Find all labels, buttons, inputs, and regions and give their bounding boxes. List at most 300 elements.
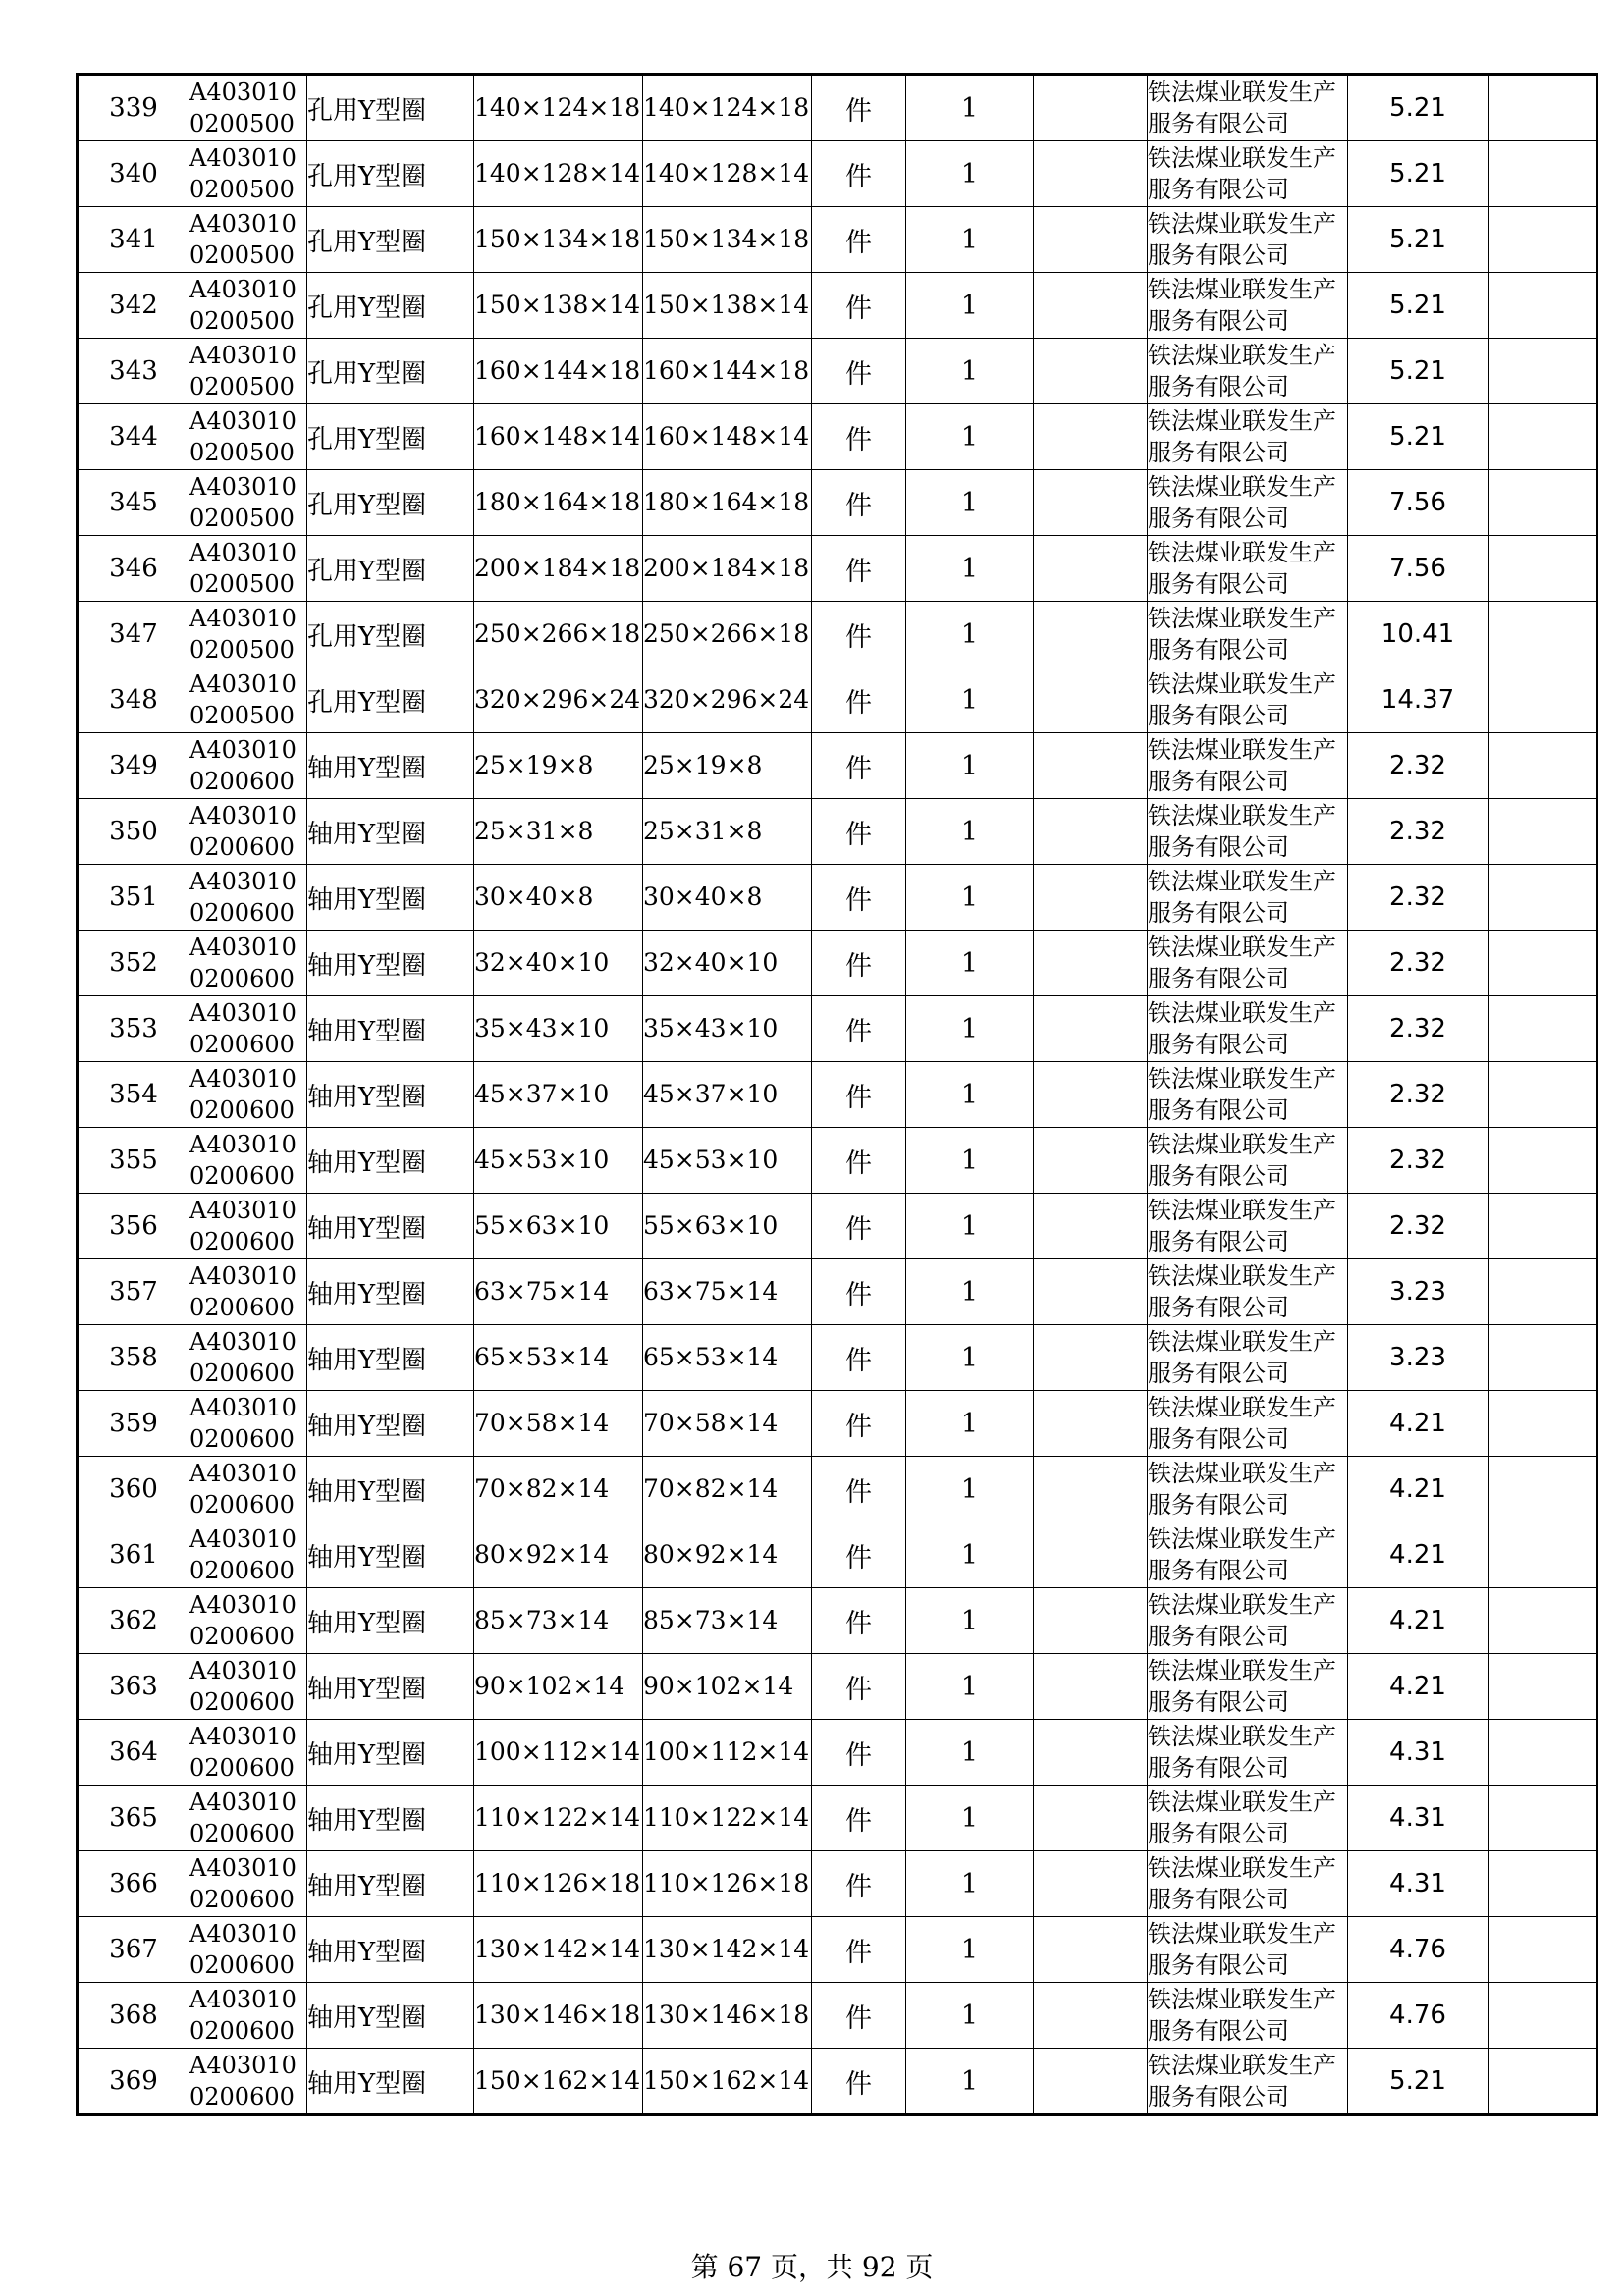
specification-cell: 32×40×10	[474, 931, 643, 996]
table-row	[78, 1588, 1597, 1654]
unit-price-cell: 2.32	[1348, 996, 1489, 1062]
unit-price-cell: 5.21	[1348, 339, 1489, 404]
note-cell	[1034, 207, 1148, 273]
material-code-cell: A4030100200600	[189, 1259, 307, 1325]
table-row	[78, 602, 1597, 667]
material-code-cell: A4030100200600	[189, 996, 307, 1062]
item-name-cell: 轴用Y型圈	[307, 1917, 474, 1983]
remark-cell	[1489, 1259, 1597, 1325]
table-row	[78, 404, 1597, 470]
specification-cell: 85×73×14	[474, 1588, 643, 1654]
row-index-cell: 354	[78, 1062, 189, 1128]
specification-cell: 250×266×18	[474, 602, 643, 667]
specification-cell: 180×164×18	[474, 470, 643, 536]
quantity-cell: 1	[906, 1786, 1034, 1851]
specification-cell: 90×102×14	[474, 1654, 643, 1720]
quantity-cell: 1	[906, 207, 1034, 273]
quantity-cell: 1	[906, 1917, 1034, 1983]
specification-cell: 45×37×10	[474, 1062, 643, 1128]
unit-cell: 件	[812, 865, 906, 931]
unit-cell: 件	[812, 1391, 906, 1457]
unit-price-cell: 5.21	[1348, 141, 1489, 207]
note-cell	[1034, 1259, 1148, 1325]
item-name-cell: 孔用Y型圈	[307, 470, 474, 536]
specification-cell: 150×134×18	[474, 207, 643, 273]
supplier-cell: 铁法煤业联发生产服务有限公司	[1148, 1457, 1348, 1522]
remark-cell	[1489, 799, 1597, 865]
note-cell	[1034, 1917, 1148, 1983]
remark-cell	[1489, 1391, 1597, 1457]
table-row	[78, 931, 1597, 996]
material-code-cell: A4030100200500	[189, 207, 307, 273]
row-index-cell: 340	[78, 141, 189, 207]
table-row	[78, 1259, 1597, 1325]
supplier-cell: 铁法煤业联发生产服务有限公司	[1148, 536, 1348, 602]
note-cell	[1034, 1851, 1148, 1917]
quantity-cell: 1	[906, 1259, 1034, 1325]
supplier-cell: 铁法煤业联发生产服务有限公司	[1148, 404, 1348, 470]
material-code-cell: A4030100200500	[189, 602, 307, 667]
remark-cell	[1489, 536, 1597, 602]
specification-cell: 150×138×14	[474, 273, 643, 339]
quantity-cell: 1	[906, 1720, 1034, 1786]
specification-cell: 140×128×14	[474, 141, 643, 207]
page-number-footer: 第 67 页，共 92 页	[690, 2251, 934, 2283]
specification-cell: 45×53×10	[474, 1128, 643, 1194]
unit-price-cell: 7.56	[1348, 470, 1489, 536]
supplier-cell: 铁法煤业联发生产服务有限公司	[1148, 1654, 1348, 1720]
unit-cell: 件	[812, 1259, 906, 1325]
remark-cell	[1489, 1720, 1597, 1786]
unit-cell: 件	[812, 1522, 906, 1588]
table-row	[78, 536, 1597, 602]
remark-cell	[1489, 141, 1597, 207]
quantity-cell: 1	[906, 1522, 1034, 1588]
table-row	[78, 1720, 1597, 1786]
model-cell: 45×53×10	[643, 1128, 812, 1194]
unit-cell: 件	[812, 733, 906, 799]
unit-price-cell: 4.31	[1348, 1786, 1489, 1851]
remark-cell	[1489, 1983, 1597, 2049]
item-name-cell: 轴用Y型圈	[307, 1983, 474, 2049]
specification-cell: 110×126×18	[474, 1851, 643, 1917]
specification-cell: 130×146×18	[474, 1983, 643, 2049]
table-row	[78, 1786, 1597, 1851]
unit-cell: 件	[812, 1917, 906, 1983]
unit-price-cell: 2.32	[1348, 799, 1489, 865]
remark-cell	[1489, 1654, 1597, 1720]
item-name-cell: 轴用Y型圈	[307, 865, 474, 931]
remark-cell	[1489, 931, 1597, 996]
model-cell: 25×31×8	[643, 799, 812, 865]
table-row	[78, 865, 1597, 931]
material-code-cell: A4030100200600	[189, 865, 307, 931]
quantity-cell: 1	[906, 2049, 1034, 2115]
specification-cell: 55×63×10	[474, 1194, 643, 1259]
remark-cell	[1489, 1325, 1597, 1391]
note-cell	[1034, 667, 1148, 733]
supplier-cell: 铁法煤业联发生产服务有限公司	[1148, 865, 1348, 931]
model-cell: 25×19×8	[643, 733, 812, 799]
supplier-cell: 铁法煤业联发生产服务有限公司	[1148, 931, 1348, 996]
note-cell	[1034, 1194, 1148, 1259]
unit-price-cell: 3.23	[1348, 1325, 1489, 1391]
unit-cell: 件	[812, 1720, 906, 1786]
row-index-cell: 362	[78, 1588, 189, 1654]
item-name-cell: 轴用Y型圈	[307, 1325, 474, 1391]
quantity-cell: 1	[906, 931, 1034, 996]
note-cell	[1034, 1588, 1148, 1654]
specification-cell: 70×82×14	[474, 1457, 643, 1522]
table-row	[78, 1194, 1597, 1259]
note-cell	[1034, 404, 1148, 470]
model-cell: 150×138×14	[643, 273, 812, 339]
supplier-cell: 铁法煤业联发生产服务有限公司	[1148, 733, 1348, 799]
specification-cell: 65×53×14	[474, 1325, 643, 1391]
model-cell: 55×63×10	[643, 1194, 812, 1259]
unit-price-cell: 2.32	[1348, 865, 1489, 931]
supplier-cell: 铁法煤业联发生产服务有限公司	[1148, 339, 1348, 404]
item-name-cell: 轴用Y型圈	[307, 1654, 474, 1720]
supplier-cell: 铁法煤业联发生产服务有限公司	[1148, 1720, 1348, 1786]
specification-cell: 150×162×14	[474, 2049, 643, 2115]
material-code-cell: A4030100200500	[189, 470, 307, 536]
model-cell: 320×296×24	[643, 667, 812, 733]
note-cell	[1034, 1325, 1148, 1391]
note-cell	[1034, 2049, 1148, 2115]
unit-price-cell: 5.21	[1348, 75, 1489, 141]
unit-cell: 件	[812, 1128, 906, 1194]
row-index-cell: 365	[78, 1786, 189, 1851]
note-cell	[1034, 75, 1148, 141]
unit-price-cell: 4.31	[1348, 1720, 1489, 1786]
model-cell: 30×40×8	[643, 865, 812, 931]
material-code-cell: A4030100200600	[189, 799, 307, 865]
item-name-cell: 轴用Y型圈	[307, 1391, 474, 1457]
unit-price-cell: 14.37	[1348, 667, 1489, 733]
remark-cell	[1489, 1194, 1597, 1259]
remark-cell	[1489, 1457, 1597, 1522]
quantity-cell: 1	[906, 404, 1034, 470]
note-cell	[1034, 602, 1148, 667]
unit-cell: 件	[812, 602, 906, 667]
item-name-cell: 轴用Y型圈	[307, 1720, 474, 1786]
row-index-cell: 355	[78, 1128, 189, 1194]
item-name-cell: 孔用Y型圈	[307, 339, 474, 404]
item-name-cell: 轴用Y型圈	[307, 1786, 474, 1851]
remark-cell	[1489, 602, 1597, 667]
table-row	[78, 207, 1597, 273]
item-name-cell: 孔用Y型圈	[307, 536, 474, 602]
quantity-cell: 1	[906, 1062, 1034, 1128]
quantity-cell: 1	[906, 1325, 1034, 1391]
quantity-cell: 1	[906, 536, 1034, 602]
unit-price-cell: 4.21	[1348, 1457, 1489, 1522]
unit-cell: 件	[812, 1325, 906, 1391]
model-cell: 150×162×14	[643, 2049, 812, 2115]
unit-cell: 件	[812, 404, 906, 470]
table-row	[78, 1128, 1597, 1194]
note-cell	[1034, 1062, 1148, 1128]
row-index-cell: 369	[78, 2049, 189, 2115]
quantity-cell: 1	[906, 733, 1034, 799]
item-name-cell: 轴用Y型圈	[307, 996, 474, 1062]
unit-cell: 件	[812, 75, 906, 141]
remark-cell	[1489, 2049, 1597, 2115]
model-cell: 110×122×14	[643, 1786, 812, 1851]
supplier-cell: 铁法煤业联发生产服务有限公司	[1148, 470, 1348, 536]
table-row	[78, 339, 1597, 404]
supplier-cell: 铁法煤业联发生产服务有限公司	[1148, 1522, 1348, 1588]
quantity-cell: 1	[906, 799, 1034, 865]
note-cell	[1034, 799, 1148, 865]
quantity-cell: 1	[906, 141, 1034, 207]
supplier-cell: 铁法煤业联发生产服务有限公司	[1148, 141, 1348, 207]
item-name-cell: 轴用Y型圈	[307, 799, 474, 865]
table-row	[78, 1457, 1597, 1522]
quantity-cell: 1	[906, 1194, 1034, 1259]
unit-cell: 件	[812, 2049, 906, 2115]
model-cell: 130×146×18	[643, 1983, 812, 2049]
model-cell: 180×164×18	[643, 470, 812, 536]
supplier-cell: 铁法煤业联发生产服务有限公司	[1148, 273, 1348, 339]
unit-price-cell: 4.31	[1348, 1851, 1489, 1917]
unit-price-cell: 5.21	[1348, 207, 1489, 273]
table-row	[78, 1654, 1597, 1720]
unit-price-cell: 5.21	[1348, 404, 1489, 470]
unit-cell: 件	[812, 1062, 906, 1128]
unit-cell: 件	[812, 273, 906, 339]
note-cell	[1034, 996, 1148, 1062]
item-name-cell: 轴用Y型圈	[307, 1194, 474, 1259]
model-cell: 200×184×18	[643, 536, 812, 602]
specification-cell: 140×124×18	[474, 75, 643, 141]
unit-price-cell: 2.32	[1348, 1062, 1489, 1128]
unit-price-cell: 7.56	[1348, 536, 1489, 602]
specification-cell: 200×184×18	[474, 536, 643, 602]
supplier-cell: 铁法煤业联发生产服务有限公司	[1148, 1851, 1348, 1917]
material-code-cell: A4030100200600	[189, 1062, 307, 1128]
material-code-cell: A4030100200600	[189, 1983, 307, 2049]
item-name-cell: 孔用Y型圈	[307, 667, 474, 733]
supplier-cell: 铁法煤业联发生产服务有限公司	[1148, 1128, 1348, 1194]
specification-cell: 160×148×14	[474, 404, 643, 470]
remark-cell	[1489, 667, 1597, 733]
table-row	[78, 799, 1597, 865]
material-code-cell: A4030100200600	[189, 1786, 307, 1851]
supplier-cell: 铁法煤业联发生产服务有限公司	[1148, 1062, 1348, 1128]
item-name-cell: 轴用Y型圈	[307, 1128, 474, 1194]
note-cell	[1034, 733, 1148, 799]
model-cell: 80×92×14	[643, 1522, 812, 1588]
specification-cell: 25×31×8	[474, 799, 643, 865]
unit-cell: 件	[812, 141, 906, 207]
row-index-cell: 361	[78, 1522, 189, 1588]
note-cell	[1034, 1522, 1148, 1588]
note-cell	[1034, 536, 1148, 602]
supplier-cell: 铁法煤业联发生产服务有限公司	[1148, 1194, 1348, 1259]
row-index-cell: 345	[78, 470, 189, 536]
table-row	[78, 1983, 1597, 2049]
quantity-cell: 1	[906, 1588, 1034, 1654]
note-cell	[1034, 1983, 1148, 2049]
unit-cell: 件	[812, 1786, 906, 1851]
material-code-cell: A4030100200500	[189, 536, 307, 602]
unit-price-cell: 4.76	[1348, 1917, 1489, 1983]
remark-cell	[1489, 207, 1597, 273]
quantity-cell: 1	[906, 996, 1034, 1062]
unit-price-cell: 4.21	[1348, 1654, 1489, 1720]
quantity-cell: 1	[906, 273, 1034, 339]
supplier-cell: 铁法煤业联发生产服务有限公司	[1148, 996, 1348, 1062]
material-code-cell: A4030100200600	[189, 1391, 307, 1457]
table-row	[78, 1325, 1597, 1391]
material-code-cell: A4030100200600	[189, 1588, 307, 1654]
note-cell	[1034, 141, 1148, 207]
unit-cell: 件	[812, 1851, 906, 1917]
item-name-cell: 孔用Y型圈	[307, 404, 474, 470]
row-index-cell: 341	[78, 207, 189, 273]
model-cell: 100×112×14	[643, 1720, 812, 1786]
row-index-cell: 356	[78, 1194, 189, 1259]
model-cell: 70×58×14	[643, 1391, 812, 1457]
quantity-cell: 1	[906, 602, 1034, 667]
specification-cell: 320×296×24	[474, 667, 643, 733]
supplier-cell: 铁法煤业联发生产服务有限公司	[1148, 1983, 1348, 2049]
row-index-cell: 349	[78, 733, 189, 799]
row-index-cell: 366	[78, 1851, 189, 1917]
remark-cell	[1489, 1588, 1597, 1654]
unit-price-cell: 2.32	[1348, 733, 1489, 799]
remark-cell	[1489, 996, 1597, 1062]
supplier-cell: 铁法煤业联发生产服务有限公司	[1148, 1325, 1348, 1391]
specification-cell: 100×112×14	[474, 1720, 643, 1786]
quantity-cell: 1	[906, 339, 1034, 404]
supplier-cell: 铁法煤业联发生产服务有限公司	[1148, 2049, 1348, 2115]
remark-cell	[1489, 1128, 1597, 1194]
document-table-container	[76, 73, 1598, 2116]
unit-cell: 件	[812, 1457, 906, 1522]
supplier-cell: 铁法煤业联发生产服务有限公司	[1148, 75, 1348, 141]
row-index-cell: 364	[78, 1720, 189, 1786]
model-cell: 90×102×14	[643, 1654, 812, 1720]
supplier-cell: 铁法煤业联发生产服务有限公司	[1148, 1259, 1348, 1325]
material-code-cell: A4030100200600	[189, 1194, 307, 1259]
row-index-cell: 352	[78, 931, 189, 996]
material-code-cell: A4030100200600	[189, 733, 307, 799]
supplier-cell: 铁法煤业联发生产服务有限公司	[1148, 207, 1348, 273]
table-row	[78, 1522, 1597, 1588]
material-code-cell: A4030100200600	[189, 1325, 307, 1391]
unit-price-cell: 4.21	[1348, 1522, 1489, 1588]
item-name-cell: 孔用Y型圈	[307, 273, 474, 339]
specification-cell: 110×122×14	[474, 1786, 643, 1851]
note-cell	[1034, 1654, 1148, 1720]
quantity-cell: 1	[906, 667, 1034, 733]
table-row	[78, 1917, 1597, 1983]
item-name-cell: 孔用Y型圈	[307, 207, 474, 273]
price-list-table	[76, 73, 1598, 2116]
unit-cell: 件	[812, 536, 906, 602]
unit-cell: 件	[812, 470, 906, 536]
note-cell	[1034, 1786, 1148, 1851]
item-name-cell: 孔用Y型圈	[307, 602, 474, 667]
supplier-cell: 铁法煤业联发生产服务有限公司	[1148, 1391, 1348, 1457]
material-code-cell: A4030100200600	[189, 1654, 307, 1720]
note-cell	[1034, 1391, 1148, 1457]
row-index-cell: 351	[78, 865, 189, 931]
remark-cell	[1489, 339, 1597, 404]
unit-cell: 件	[812, 339, 906, 404]
model-cell: 160×144×18	[643, 339, 812, 404]
remark-cell	[1489, 1062, 1597, 1128]
model-cell: 65×53×14	[643, 1325, 812, 1391]
table-row	[78, 470, 1597, 536]
row-index-cell: 358	[78, 1325, 189, 1391]
note-cell	[1034, 931, 1148, 996]
table-row	[78, 273, 1597, 339]
specification-cell: 30×40×8	[474, 865, 643, 931]
model-cell: 160×148×14	[643, 404, 812, 470]
table-body	[78, 75, 1597, 2115]
row-index-cell: 344	[78, 404, 189, 470]
row-index-cell: 339	[78, 75, 189, 141]
unit-cell: 件	[812, 1588, 906, 1654]
item-name-cell: 孔用Y型圈	[307, 141, 474, 207]
quantity-cell: 1	[906, 1128, 1034, 1194]
quantity-cell: 1	[906, 865, 1034, 931]
table-row	[78, 75, 1597, 141]
specification-cell: 130×142×14	[474, 1917, 643, 1983]
material-code-cell: A4030100200500	[189, 75, 307, 141]
material-code-cell: A4030100200600	[189, 1128, 307, 1194]
remark-cell	[1489, 1522, 1597, 1588]
row-index-cell: 346	[78, 536, 189, 602]
material-code-cell: A4030100200600	[189, 931, 307, 996]
unit-price-cell: 4.76	[1348, 1983, 1489, 2049]
item-name-cell: 轴用Y型圈	[307, 931, 474, 996]
row-index-cell: 367	[78, 1917, 189, 1983]
table-row	[78, 667, 1597, 733]
quantity-cell: 1	[906, 470, 1034, 536]
note-cell	[1034, 1720, 1148, 1786]
item-name-cell: 轴用Y型圈	[307, 1522, 474, 1588]
unit-cell: 件	[812, 207, 906, 273]
note-cell	[1034, 1457, 1148, 1522]
remark-cell	[1489, 1917, 1597, 1983]
table-row	[78, 1062, 1597, 1128]
model-cell: 32×40×10	[643, 931, 812, 996]
item-name-cell: 轴用Y型圈	[307, 2049, 474, 2115]
quantity-cell: 1	[906, 1391, 1034, 1457]
quantity-cell: 1	[906, 75, 1034, 141]
remark-cell	[1489, 1786, 1597, 1851]
specification-cell: 80×92×14	[474, 1522, 643, 1588]
remark-cell	[1489, 865, 1597, 931]
supplier-cell: 铁法煤业联发生产服务有限公司	[1148, 1588, 1348, 1654]
item-name-cell: 轴用Y型圈	[307, 733, 474, 799]
row-index-cell: 360	[78, 1457, 189, 1522]
unit-price-cell: 5.21	[1348, 273, 1489, 339]
row-index-cell: 359	[78, 1391, 189, 1457]
row-index-cell: 350	[78, 799, 189, 865]
supplier-cell: 铁法煤业联发生产服务有限公司	[1148, 602, 1348, 667]
table-row	[78, 2049, 1597, 2115]
remark-cell	[1489, 470, 1597, 536]
quantity-cell: 1	[906, 1983, 1034, 2049]
model-cell: 250×266×18	[643, 602, 812, 667]
item-name-cell: 轴用Y型圈	[307, 1062, 474, 1128]
